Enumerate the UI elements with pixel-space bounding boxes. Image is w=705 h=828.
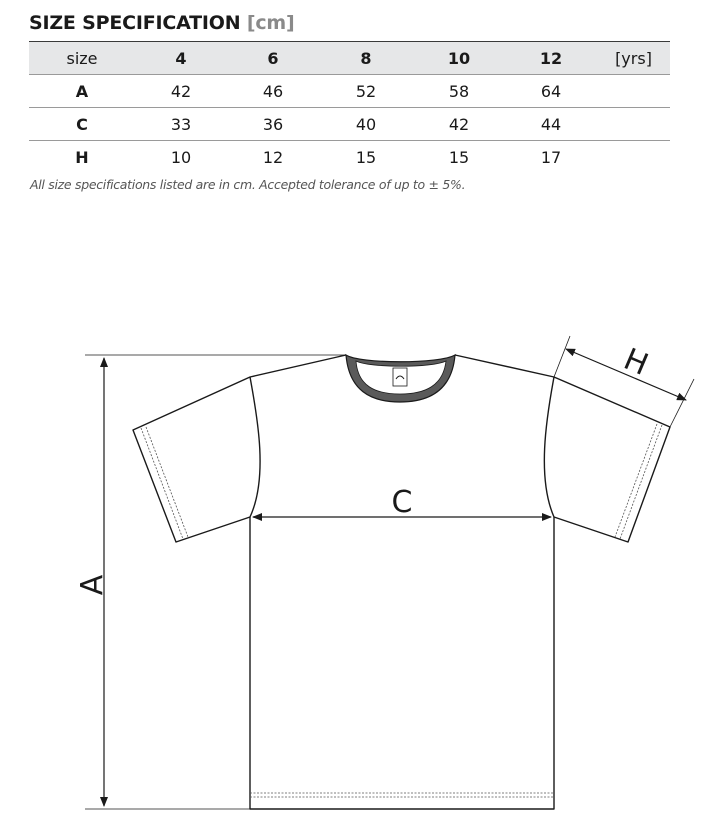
dimension-label-h: H bbox=[618, 341, 654, 383]
table-cell: 58 bbox=[448, 81, 470, 101]
table-cell: 10 bbox=[170, 147, 192, 167]
header-size-10: 10 bbox=[447, 48, 471, 68]
header-size-6: 6 bbox=[267, 48, 279, 68]
header-size-12: 12 bbox=[539, 48, 563, 68]
title-unit: [cm] bbox=[246, 12, 295, 34]
table-cell: 42 bbox=[170, 81, 192, 101]
label-tag bbox=[393, 368, 407, 386]
table-cell: 17 bbox=[540, 147, 562, 167]
tshirt-outline bbox=[133, 355, 670, 809]
table-cell: 40 bbox=[355, 114, 377, 134]
title-main: SIZE SPECIFICATION bbox=[29, 12, 241, 34]
header-size-8: 8 bbox=[360, 48, 372, 68]
table-cell: 42 bbox=[448, 114, 470, 134]
table-cell: 46 bbox=[262, 81, 284, 101]
table-cell: 15 bbox=[448, 147, 470, 167]
row-label-h: H bbox=[75, 147, 89, 167]
table-cell: 33 bbox=[170, 114, 192, 134]
row-label-a: A bbox=[75, 81, 89, 101]
table-cell: 64 bbox=[540, 81, 562, 101]
header-size-label: size bbox=[66, 48, 98, 68]
table-cell: 15 bbox=[355, 147, 377, 167]
header-size-4: 4 bbox=[175, 48, 187, 68]
dimension-c bbox=[253, 485, 551, 520]
table-cell: 44 bbox=[540, 114, 562, 134]
dimension-label-c: C bbox=[391, 485, 413, 520]
tolerance-note: All size specifications listed are in cm. Accepted tolerance of up to ± 5%. bbox=[30, 177, 466, 192]
stitching bbox=[141, 424, 662, 797]
header-unit-years: [yrs] bbox=[615, 48, 652, 68]
table-cell: 36 bbox=[262, 114, 284, 134]
row-label-c: C bbox=[76, 114, 88, 134]
dimension-label-a: A bbox=[75, 574, 110, 596]
dimension-a bbox=[75, 355, 346, 809]
table-cell: 52 bbox=[355, 81, 377, 101]
dimension-h bbox=[554, 336, 694, 427]
table-cell: 12 bbox=[262, 147, 284, 167]
collar bbox=[346, 355, 455, 402]
